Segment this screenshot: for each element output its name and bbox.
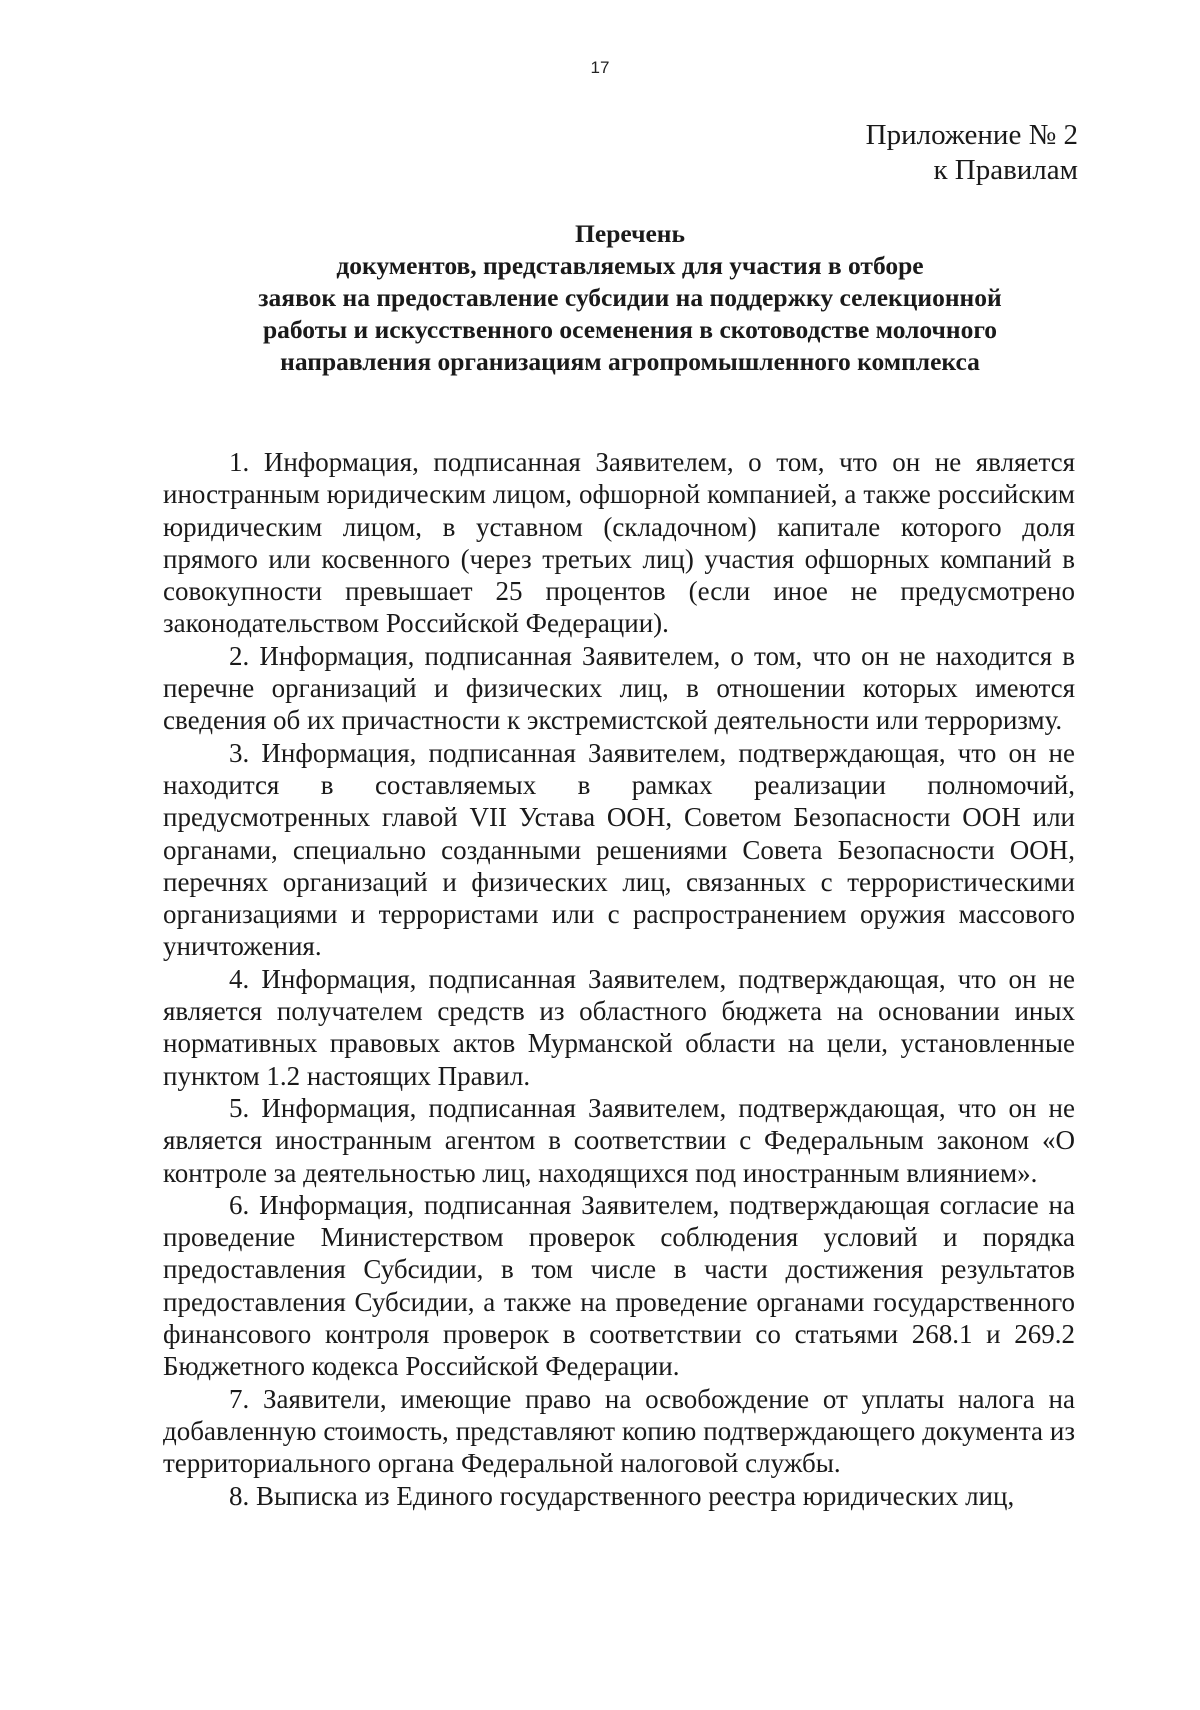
list-item-6: 6. Информация, подписанная Заявителем, подтверждающая согласие на проведение Министерством проверок соблюдения условий и порядка предоставления Субсидии, в том числе в части достижения результатов предоставления Субсидии, а также на проведение органами государственного финансового контроля проверок в соответствии со статьями 268.1 и 269.2 Бюджетного кодекса Российской Федерации.	[163, 1189, 1075, 1382]
list-item-3: 3. Информация, подписанная Заявителем, подтверждающая, что он не находится в составляемых в рамках реализации полномочий, предусмотренных главой VII Устава ООН, Советом Безопасности ООН или органами, специально созданными решениями Совета Безопасности ООН, перечнях организаций и физических лиц, связанных с террористическими организациями и террористами или с распространением оружия массового уничтожения.	[163, 737, 1075, 962]
annex-line-2: к Правилам	[933, 154, 1078, 186]
document-body	[163, 446, 1075, 1512]
annex-reference	[866, 118, 1078, 188]
document-title	[200, 218, 1060, 378]
title-heading: Перечень	[575, 219, 685, 248]
title-line-3: работы и искусственного осеменения в скотоводстве молочного	[262, 315, 998, 344]
annex-line-1: Приложение № 2	[865, 119, 1078, 151]
page-number: 17	[590, 58, 610, 77]
list-item-1: 1. Информация, подписанная Заявителем, о том, что он не является иностранным юридическим лицом, офшорной компанией, а также российским юридическим лицом, в уставном (складочном) капитале которого доля прямого или косвенного (через третьих лиц) участия офшорных компаний в совокупности превышает 25 процентов (если иное не предусмотрено законодательством Российской Федерации).	[163, 447, 1075, 639]
title-line-4: направления организациям агропромышленного комплекса	[280, 347, 980, 376]
list-item-8: 8. Выписка из Единого государственного реестра юридических лиц,	[229, 1480, 1015, 1511]
list-item-4: 4. Информация, подписанная Заявителем, подтверждающая, что он не является получателем средств из областного бюджета на основании иных нормативных правовых актов Мурманской области на цели, установленные пунктом 1.2 настоящих Правил.	[163, 963, 1075, 1091]
list-item-5: 5. Информация, подписанная Заявителем, подтверждающая, что он не является иностранным агентом в соответствии с Федеральным законом «О контроле за деятельностью лиц, находящихся под иностранным влиянием».	[163, 1092, 1075, 1188]
title-line-2: заявок на предоставление субсидии на поддержку селекционной	[258, 283, 1002, 312]
list-item-7: 7. Заявители, имеющие право на освобождение от уплаты налога на добавленную стоимость, представляют копию подтверждающего документа из территориального органа Федеральной налоговой службы.	[163, 1383, 1075, 1479]
list-item-2: 2. Информация, подписанная Заявителем, о том, что он не находится в перечне организаций и физических лиц, в отношении которых имеются сведения об их причастности к экстремистской деятельности или терроризму.	[163, 640, 1075, 736]
title-line-1: документов, представляемых для участия в отборе	[336, 251, 924, 280]
